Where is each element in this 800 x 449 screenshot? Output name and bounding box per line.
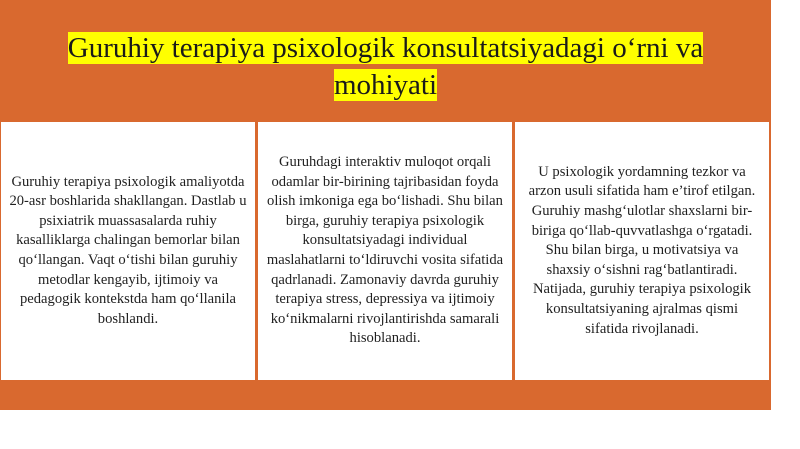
column-benefits bbox=[515, 122, 769, 380]
column-history bbox=[1, 122, 255, 380]
column-benefits-text: U psixologik yordamning tezkor va arzon usuli sifatida ham e’tirof etilgan. Guruhiy mashg‘ulotlar shaxslarni bir-biriga qo‘llab-quvvatlashga o‘rgatadi. Shu bilan birga, u motivatsiya va shaxsiy o‘sishni rag‘batlantiradi. Natijada, guruhiy terapiya psixologik konsultatsiyaning ajralmas qismi sifatida rivojlanadi. bbox=[528, 163, 756, 337]
right-margin bbox=[771, 0, 800, 449]
title-container bbox=[20, 30, 751, 104]
column-history-text: Guruhiy terapiya psixologik amaliyotda 20-asr boshlarida shakllangan. Dastlab u psixiatrik muassasalarda ruhiy kasalliklarga chalingan bemorlar bilan qo‘llangan. Vaqt o‘tishi bilan guruhiy metodlar kengayib, ijtimoiy va pedagogik kontekstda ham qo‘llanila boshlandi. bbox=[9, 173, 247, 327]
bottom-margin bbox=[0, 410, 800, 449]
column-interaction-text: Guruhdagi interaktiv muloqot orqali odamlar bir-birining tajribasidan foyda olish imkoniga ega bo‘lishadi. Shu bilan birga, guruhiy terapiya psixologik konsultatsiyadagi individual maslahatlarni to‘ldiruvchi vosita sifatida qadrlanadi. Zamonaviy davrda guruhiy terapiya stress, depressiya va ijtimoiy ko‘nikmalarni rivojlantirishda samarali hisoblanadi. bbox=[266, 154, 504, 347]
column-interaction bbox=[258, 122, 512, 380]
content-columns bbox=[1, 122, 769, 380]
slide-title: Guruhiy terapiya psixologik konsultatsiyadagi o‘rni va mohiyati bbox=[67, 32, 704, 101]
